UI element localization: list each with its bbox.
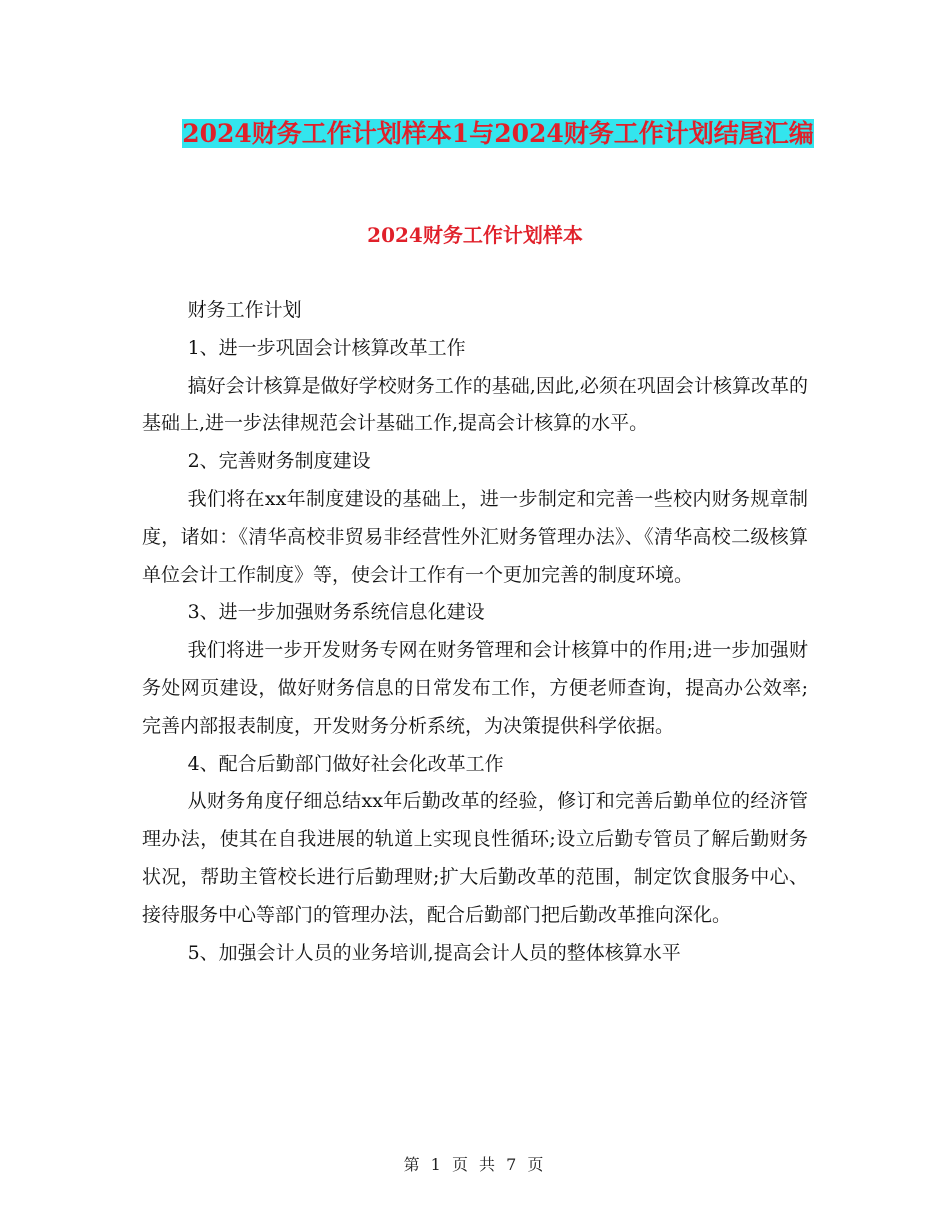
document-title [142, 110, 854, 158]
paragraph: 我们将进一步开发财务专网在财务管理和会计核算中的作用;进一步加强财务处网页建设，做好财务信息的日常发布工作，方便老师查询，提高办公效率;完善内部报表制度，开发财务分析系统，为决策提供科学依据。 [142, 639, 808, 737]
page-footer: 第 1 页 共 7 页 [403, 1155, 547, 1174]
paragraph: 2、完善财务制度建设 [187, 450, 371, 473]
document-body [142, 292, 808, 972]
paragraph: 1、进一步巩固会计核算改革工作 [187, 336, 466, 359]
paragraph: 4、配合后勤部门做好社会化改革工作 [187, 752, 504, 775]
paragraph: 我们将在xx年制度建设的基础上，进一步制定和完善一些校内财务规章制度，诸如：《清华高校非贸易非经营性外汇财务管理办法》、《清华高校二级核算单位会计工作制度》等，使会计工作有一个更加完善的制度环境。 [142, 487, 808, 586]
paragraph: 5、加强会计人员的业务培训,提高会计人员的整体核算水平 [187, 941, 681, 964]
paragraph: 财务工作计划 [187, 299, 302, 321]
section-title: 2024财务工作计划样本 [367, 223, 583, 247]
paragraph: 搞好会计核算是做好学校财务工作的基础,因此,必须在巩固会计核算改革的基础上,进一步法律规范会计基础工作,提高会计核算的水平。 [142, 374, 808, 435]
paragraph: 3、进一步加强财务系统信息化建设 [187, 601, 485, 624]
paragraph: 从财务角度仔细总结xx年后勤改革的经验，修订和完善后勤单位的经济管理办法，使其在自我进展的轨道上实现良性循环;设立后勤专管员了解后勤财务状况，帮助主管校长进行后勤理财;扩大后勤改革的范围，制定饮食服务中心、接待服务中心等部门的管理办法，配合后勤部门把后勤改革推向深化。 [142, 790, 808, 926]
document-title-text: 2024财务工作计划样本1与2024财务工作计划结尾汇编 [182, 119, 814, 148]
